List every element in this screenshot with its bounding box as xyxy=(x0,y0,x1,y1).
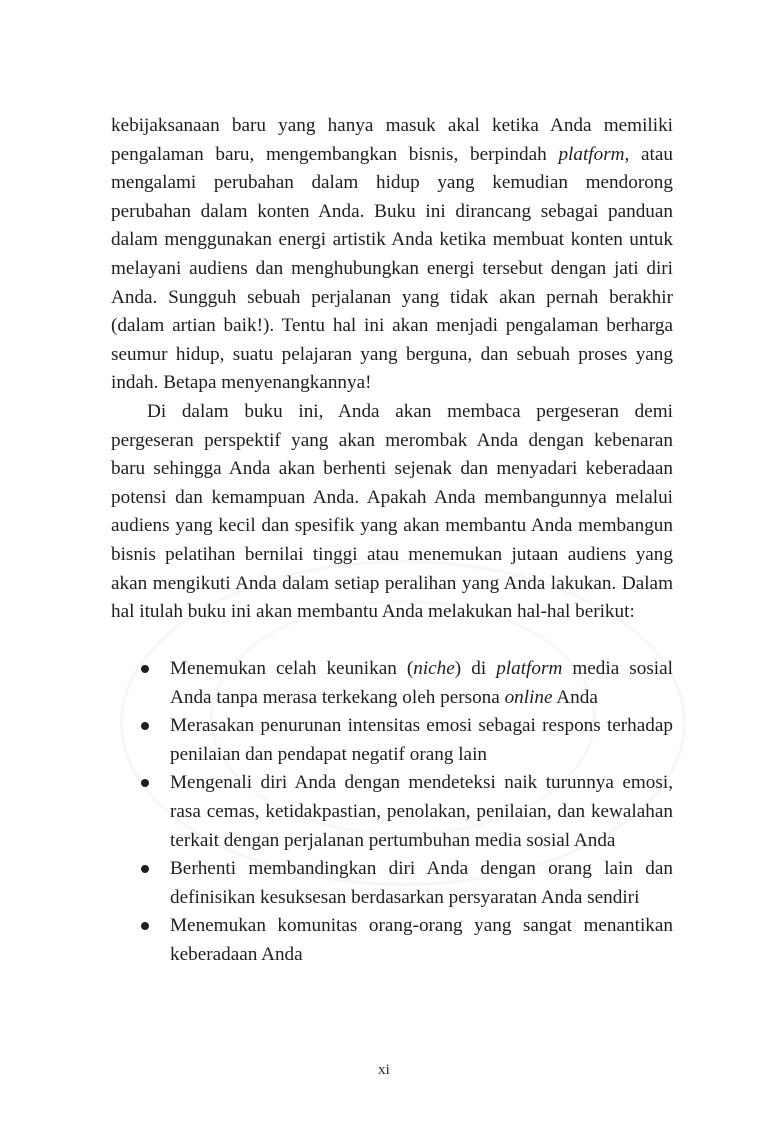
page-body xyxy=(111,112,673,627)
bullet-dot-icon xyxy=(141,779,149,787)
bullet-item xyxy=(138,769,673,855)
paragraph-2 xyxy=(111,398,673,627)
text-run: kebijaksanaan baru yang hanya masuk akal ketika Anda memiliki pengalaman baru, mengembangkan bisnis, berpindah xyxy=(111,115,673,165)
bullet-dot-icon xyxy=(141,865,149,873)
italic-term: platform xyxy=(496,658,563,679)
italic-term: online xyxy=(504,686,553,708)
paragraph-1 xyxy=(111,112,673,398)
bullet-list xyxy=(138,655,673,970)
italic-term: platform xyxy=(558,143,625,165)
text-run: Menemukan komunitas orang-orang yang sangat menantikan keberadaan Anda xyxy=(170,915,673,965)
bullet-item xyxy=(138,712,673,769)
bullet-item xyxy=(138,855,673,912)
italic-term: niche xyxy=(413,658,455,679)
text-run: Merasakan penurunan intensitas emosi sebagai respons terhadap penilaian dan pendapat negatif orang lain xyxy=(170,715,673,765)
text-run: Menemukan celah keunikan ( xyxy=(170,658,414,679)
text-run: ) di xyxy=(454,658,497,679)
text-run: Di dalam buku ini, Anda akan membaca pergeseran demi pergeseran perspektif yang akan merombak Anda dengan kebenaran baru sehingga Anda akan berhenti sejenak dan menyadari keberadaan potensi dan kemampuan Anda. Apakah Anda membangunnya melalui audiens yang kecil dan spesifik yang akan membantu Anda membangun bisnis pelatihan bernilai tinggi atau menemukan jutaan audiens yang akan mengikuti Anda dalam setiap peralihan yang Anda lakukan. Dalam hal itulah buku ini akan membantu Anda melakukan hal-hal berikut: xyxy=(111,400,673,623)
bullet-dot-icon xyxy=(141,722,149,730)
text-run: , atau mengalami perubahan dalam hidup yang kemudian mendorong perubahan dalam konten Anda. Buku ini dirancang sebagai panduan dalam menggunakan energi artistik Anda ketika membuat konten untuk melayani audiens dan menghubungkan energi tersebut dengan jati diri Anda. Sungguh sebuah perjalanan yang tidak akan pernah berakhir (dalam artian baik!). Tentu hal ini akan menjadi pengalaman berharga seumur hidup, suatu pelajaran yang berguna, dan sebuah proses yang indah. Betapa menyenangkannya! xyxy=(111,143,673,394)
text-run: Berhenti membandingkan diri Anda dengan orang lain dan definisikan kesuksesan berdasarkan persyaratan Anda sendiri xyxy=(170,858,673,908)
bullet-dot-icon xyxy=(141,665,149,673)
bullet-dot-icon xyxy=(141,922,149,930)
text-run: Mengenali diri Anda dengan mendeteksi naik turunnya emosi, rasa cemas, ketidakpastian, penolakan, penilaian, dan kewalahan terkait dengan perjalanan pertumbuhan media sosial Anda xyxy=(170,772,673,851)
bullet-item xyxy=(138,655,673,712)
text-run: Anda xyxy=(552,686,598,708)
page-number: xi xyxy=(378,1062,390,1078)
text-run: media sosial Anda tanpa merasa terkekang oleh persona xyxy=(170,658,673,708)
bullet-item xyxy=(138,912,673,969)
